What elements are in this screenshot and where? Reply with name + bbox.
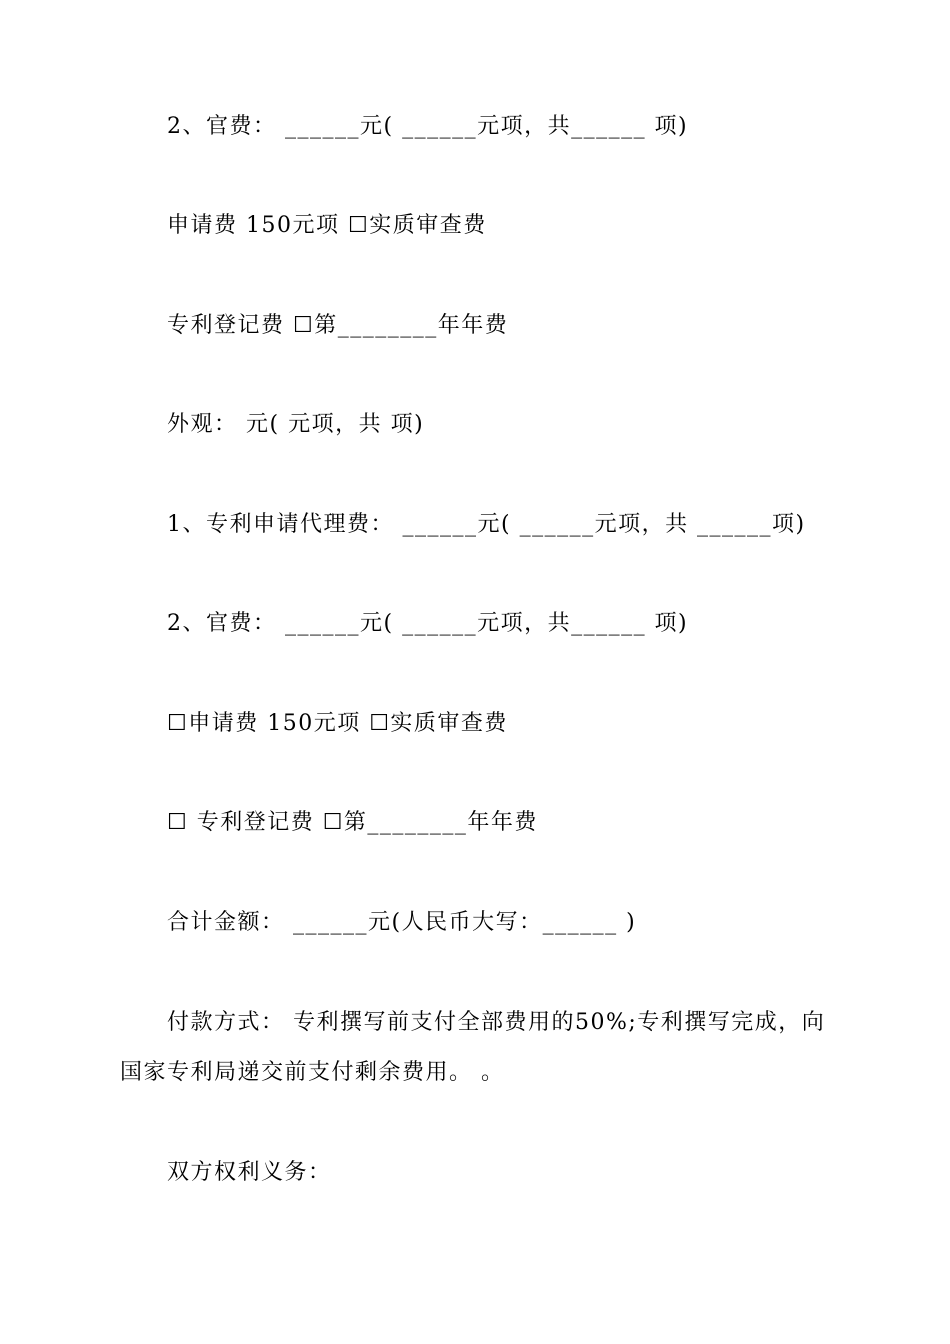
application-fee-line-2: ☐申请费 150元项 ☐实质审查费 <box>167 711 508 736</box>
design-fee-line: 外观： 元( 元项，共 项) <box>167 412 425 437</box>
total-amount-line: 合计金额： ______元(人民币大写：______ ) <box>167 910 637 935</box>
registration-fee-line-1: 专利登记费 ☐第________年年费 <box>167 313 509 338</box>
registration-fee-line-2: ☐ 专利登记费 ☐第________年年费 <box>167 810 538 835</box>
agency-fee-line: 1、专利申请代理费： ______元( ______元项，共 ______项) <box>167 512 806 537</box>
rights-obligations-heading: 双方权利义务： <box>167 1160 332 1185</box>
official-fee-line-1: 2、官费： ______元( ______元项，共______ 项) <box>167 114 689 139</box>
application-fee-line-1: 申请费 150元项 ☐实质审查费 <box>167 213 487 238</box>
official-fee-line-2: 2、官费： ______元( ______元项，共______ 项) <box>167 611 689 636</box>
payment-method-paragraph: 付款方式： 专利撰写前支付全部费用的50%;专利撰写完成，向国家专利局递交前支付剩余费用。 。 <box>120 1010 826 1085</box>
